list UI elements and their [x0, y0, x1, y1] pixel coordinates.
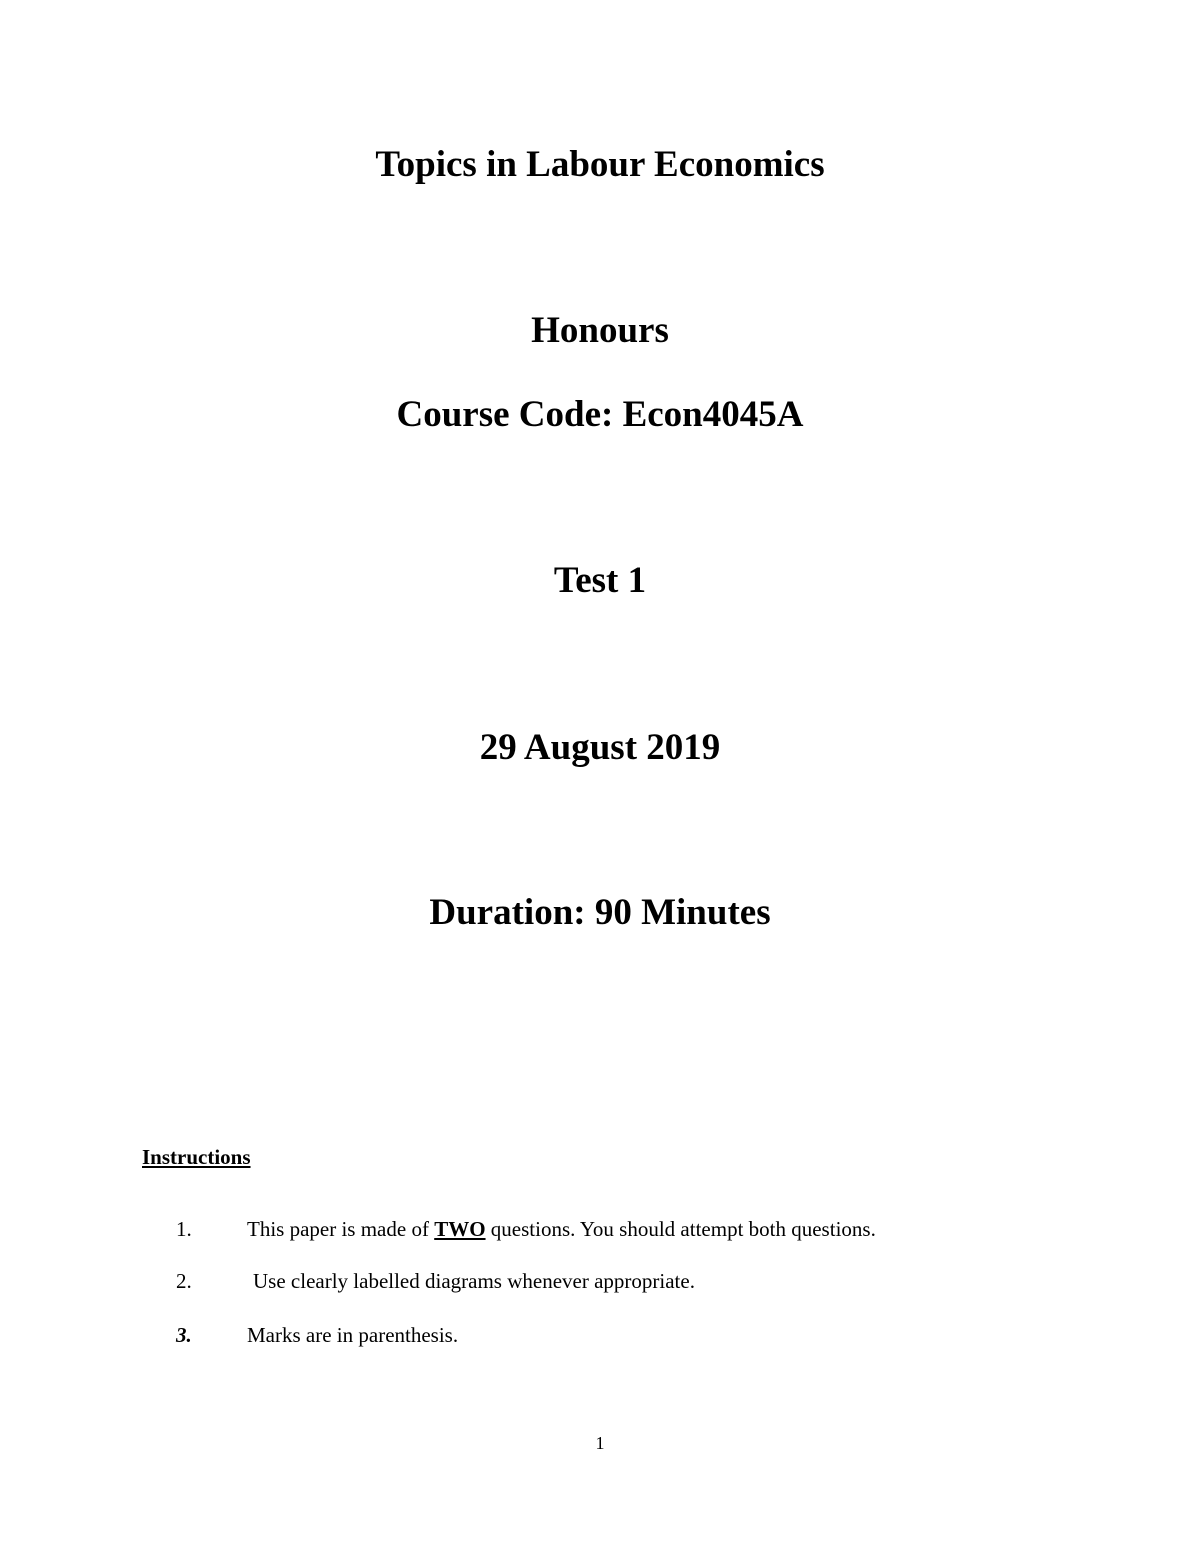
instruction-number: 2. [176, 1269, 192, 1293]
course-title: Topics in Labour Economics [375, 144, 825, 185]
test-name: Test 1 [553, 560, 647, 601]
page-number: 1 [595, 1433, 605, 1453]
instruction-emphasis: TWO [434, 1217, 486, 1241]
course-code: Course Code: Econ4045A [396, 394, 804, 435]
instruction-text-after: questions. You should attempt both questions. [485, 1217, 876, 1241]
instruction-text [247, 1216, 876, 1242]
test-date: 29 August 2019 [479, 727, 721, 768]
instruction-text-before: This paper is made of [247, 1217, 435, 1241]
instruction-number: 3. [176, 1323, 192, 1347]
instruction-number: 1. [176, 1217, 192, 1241]
course-level: Honours [531, 310, 669, 351]
instruction-text: Use clearly labelled diagrams whenever appropriate. [253, 1269, 695, 1293]
test-duration: Duration: 90 Minutes [429, 892, 771, 933]
instruction-text: Marks are in parenthesis. [247, 1323, 459, 1347]
instructions-heading: Instructions [142, 1145, 251, 1169]
